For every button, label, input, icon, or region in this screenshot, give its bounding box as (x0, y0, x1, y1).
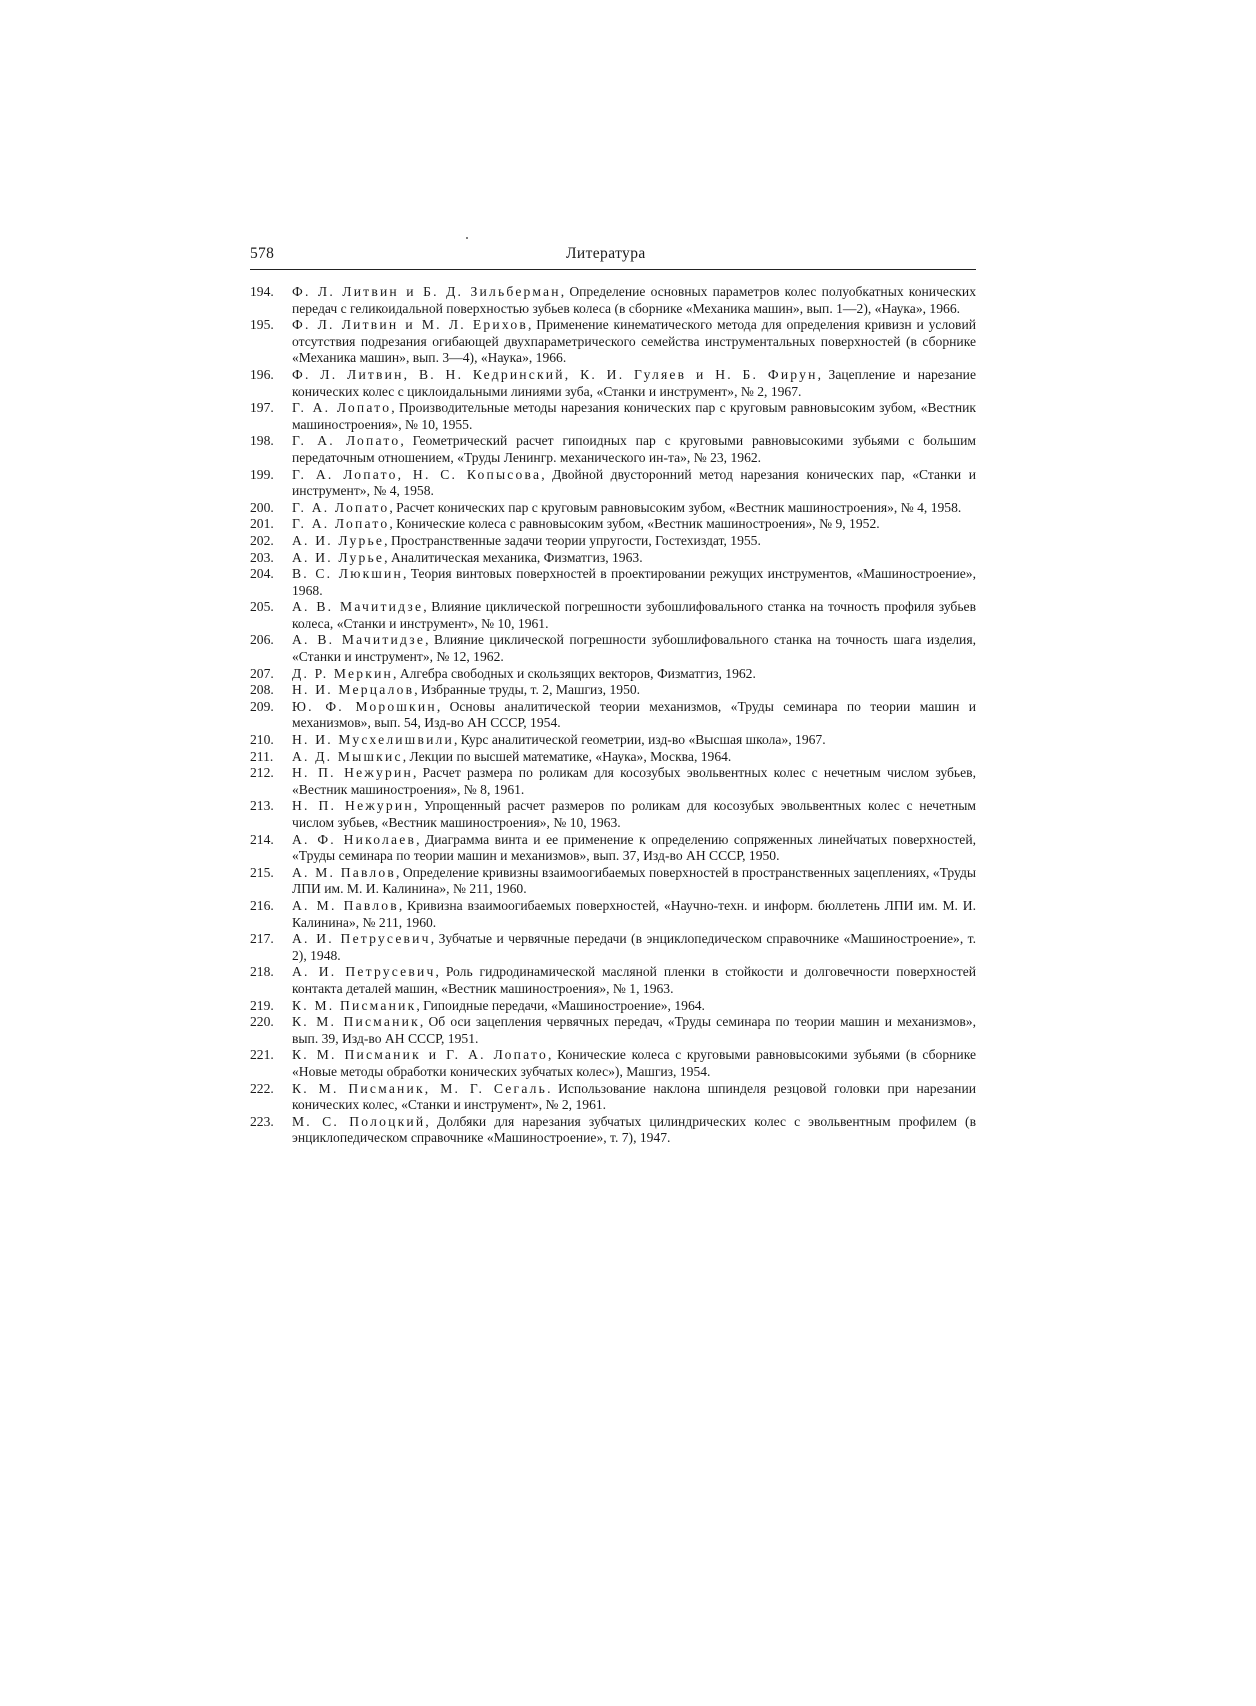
reference-number: 203. (250, 549, 274, 565)
reference-text: , Определение основных параметров колес полуобкатных конических передач с геликоидальной поверхностью зубьев колеса (в сборнике «Механика машин», вып. 1—2), «Наука», 1966. (292, 284, 976, 316)
reference-item (250, 533, 976, 550)
reference-number: 214. (250, 831, 274, 847)
reference-text: , Конические колеса с равновысоким зубом, «Вестник машиностроения», № 9, 1952. (389, 516, 880, 532)
reference-item (250, 467, 976, 500)
reference-text: , Кривизна взаимоогибаемых поверхностей, «Научно-техн. и информ. бюллетень ЛПИ им. М. И. Калинина», № 211, 1960. (292, 897, 976, 930)
reference-item (250, 998, 976, 1015)
reference-authors: К. М. Писманик (292, 1014, 420, 1030)
reference-number: 219. (250, 997, 274, 1013)
reference-item (250, 550, 976, 567)
reference-item (250, 433, 976, 466)
reference-authors: М. С. Полоцкий (292, 1113, 426, 1129)
reference-authors: Ю. Ф. Морошкин (292, 698, 437, 714)
reference-number: 206. (250, 632, 274, 648)
reference-number: 209. (250, 698, 274, 714)
reference-text: , Зацепление и нарезание конических колес с циклоидальными линиями зуба, «Станки и инструмент», № 2, 1967. (292, 366, 976, 399)
reference-number: 217. (250, 931, 274, 947)
reference-authors: Г. А. Лопато (292, 516, 390, 532)
reference-authors: А. И. Петрусевич (292, 964, 436, 980)
reference-authors: Д. Р. Меркин (292, 665, 394, 681)
reference-authors: Г. А. Лопато, Н. С. Копысова (292, 466, 542, 482)
scan-speck (466, 237, 468, 239)
reference-authors: А. Д. Мышкис (292, 748, 403, 764)
reference-authors: А. В. Мачитидзе (292, 632, 426, 648)
reference-item (250, 732, 976, 749)
reference-text: , Пространственные задачи теории упругости, Гостехиздат, 1955. (384, 532, 761, 548)
reference-number: 211. (250, 748, 274, 764)
reference-authors: А. М. Павлов (292, 897, 399, 913)
running-title: Литература (566, 245, 646, 262)
reference-text: , Основы аналитической теории механизмов, «Труды семинара по теории машин и механизмов», вып. 54, Изд-во АН СССР, 1954. (292, 698, 976, 731)
reference-authors: А. М. Павлов (292, 864, 397, 880)
reference-number: 222. (250, 1080, 274, 1096)
reference-item (250, 749, 976, 766)
reference-number: 221. (250, 1047, 274, 1063)
reference-text: , Теория винтовых поверхностей в проектировании режущих инструментов, «Машиностроение», 1968. (292, 566, 976, 598)
reference-text: , Расчет конических пар с круговым равновысоким зубом, «Вестник машиностроения», № 4, 1958. (389, 499, 962, 515)
reference-item (250, 400, 976, 433)
reference-authors: А. И. Лурье (292, 532, 385, 548)
reference-authors: В. С. Люкшин (292, 566, 403, 582)
reference-authors: Г. А. Лопато (292, 400, 392, 416)
reference-authors: А. И. Лурье (292, 549, 385, 565)
reference-number: 215. (250, 864, 274, 880)
reference-number: 205. (250, 599, 274, 615)
reference-text: , Применение кинематического метода для определения кривизн и условий отсутствия подрезания огибающей двухпараметрического семейства инструментальных поверхностей (в сборнике «Механика машин», вып. 3—4), «Наука», 1966. (292, 317, 977, 366)
reference-text: , Влияние циклической погрешности зубошлифовального станка на точность шага изделия, «Станки и инструмент», № 12, 1962. (292, 632, 976, 665)
reference-number: 223. (250, 1113, 274, 1129)
reference-text: , Производительные методы нарезания конических пар с круговым равновысоким зубом, «Вестник машиностроения», № 10, 1955. (292, 400, 976, 432)
reference-text: , Диаграмма винта и ее применение к определению сопряженных линейчатых поверхностей, «Труды семинара по теории машин и механизмов», вып. 37, Изд-во АН СССР, 1950. (292, 831, 976, 864)
reference-number: 195. (250, 317, 274, 333)
reference-item (250, 865, 976, 898)
reference-authors: Ф. Л. Литвин и М. Л. Ерихов (292, 317, 529, 333)
reference-text: , Зубчатые и червячные передачи (в энциклопедическом справочнике «Машиностроение», т. 2), 1948. (292, 931, 977, 963)
reference-item (250, 284, 976, 317)
reference-number: 202. (250, 532, 274, 548)
reference-item (250, 964, 976, 997)
reference-text: , Аналитическая механика, Физматгиз, 1963. (384, 549, 643, 565)
reference-item (250, 632, 976, 665)
reference-number: 194. (250, 284, 274, 299)
reference-number: 218. (250, 964, 274, 980)
reference-text: , Избранные труды, т. 2, Машгиз, 1950. (414, 682, 641, 698)
reference-text: . Использование наклона шпинделя резцовой головки при нарезании конических колес, «Станки и инструмент», № 2, 1961. (292, 1080, 976, 1113)
reference-number: 208. (250, 682, 274, 698)
reference-number: 200. (250, 499, 274, 515)
reference-item (250, 367, 976, 400)
reference-authors: Г. А. Лопато (292, 433, 401, 449)
reference-text: , Лекции по высшей математике, «Наука», Москва, 1964. (402, 748, 732, 764)
reference-item (250, 1014, 976, 1047)
reference-item (250, 682, 976, 699)
reference-item (250, 566, 976, 599)
reference-number: 196. (250, 366, 274, 382)
reference-authors: Н. И. Мерцалов (292, 682, 415, 698)
reference-number: 201. (250, 516, 274, 532)
reference-number: 212. (250, 765, 274, 781)
reference-authors: А. И. Петрусевич (292, 931, 431, 947)
page-number: 578 (250, 245, 275, 262)
reference-authors: Н. П. Нежурин (292, 765, 413, 781)
reference-text: , Расчет размера по роликам для косозубых эвольвентных колес с нечетным числом зубьев, «Вестник машиностроения», № 8, 1961. (292, 765, 976, 797)
reference-text: , Роль гидродинамической масляной пленки в стойкости и долговечности поверхностей контакта деталей машин, «Вестник машиностроения», № 1, 1963. (292, 964, 976, 996)
reference-text: , Алгебра свободных и скользящих векторов, Физматгиз, 1962. (393, 665, 756, 681)
reference-text: , Конические колеса с круговыми равновысокими зубьями (в сборнике «Новые методы обработки конических зубчатых колес»), Машгиз, 1954. (292, 1047, 976, 1079)
reference-number: 198. (250, 433, 274, 449)
reference-number: 220. (250, 1014, 274, 1030)
reference-authors: Г. А. Лопато (292, 499, 390, 515)
reference-authors: А. Ф. Николаев (292, 831, 417, 847)
reference-authors: Ф. Л. Литвин, В. Н. Кедринский, К. И. Гуляев и Н. Б. Фирун (292, 366, 818, 382)
reference-item (250, 666, 976, 683)
reference-list (250, 284, 976, 1147)
reference-item (250, 898, 976, 931)
page (250, 245, 976, 1147)
reference-authors: К. М. Писманик и Г. А. Лопато (292, 1047, 548, 1063)
reference-item (250, 798, 976, 831)
reference-authors: Н. П. Нежурин (292, 798, 414, 814)
reference-item (250, 599, 976, 632)
reference-text: , Влияние циклической погрешности зубошлифовального станка на точность профиля зубьев колеса, «Станки и инструмент», № 10, 1961. (292, 599, 977, 631)
reference-text: , Об оси зацепления червячных передач, «Труды семинара по теории машин и механизмов», вып. 39, Изд-во АН СССР, 1951. (292, 1014, 977, 1046)
reference-item (250, 832, 976, 865)
reference-item (250, 500, 976, 517)
reference-number: 197. (250, 400, 274, 416)
reference-item (250, 1047, 976, 1080)
reference-number: 207. (250, 665, 274, 681)
reference-text: , Курс аналитической геометрии, изд-во «Высшая школа», 1967. (454, 732, 826, 748)
reference-item (250, 1114, 976, 1147)
reference-text: , Долбяки для нарезания зубчатых цилиндрических колес с эвольвентным профилем (в энциклопедическом справочнике «Машиностроение», т. 7), 1947. (292, 1113, 976, 1146)
reference-number: 213. (250, 798, 274, 814)
reference-number: 210. (250, 732, 274, 748)
reference-item (250, 516, 976, 533)
reference-authors: К. М. Писманик, М. Г. Сегаль (292, 1080, 548, 1096)
reference-text: , Гипоидные передачи, «Машиностроение», 1964. (416, 997, 705, 1013)
reference-authors: К. М. Писманик (292, 997, 417, 1013)
reference-authors: Ф. Л. Литвин и Б. Д. Зильберман (292, 284, 561, 299)
reference-item (250, 699, 976, 732)
reference-item (250, 765, 976, 798)
reference-authors: Н. И. Мусхелишвили (292, 732, 454, 748)
reference-number: 216. (250, 897, 274, 913)
reference-authors: А. В. Мачитидзе (292, 599, 424, 615)
reference-number: 199. (250, 466, 274, 482)
reference-number: 204. (250, 566, 274, 582)
running-head (250, 245, 976, 270)
reference-item (250, 1081, 976, 1114)
reference-text: , Определение кривизны взаимоогибаемых поверхностей в пространственных зацеплениях, «Труды ЛПИ им. М. И. Калинина», № 211, 1960. (292, 864, 976, 897)
reference-text: , Упрощенный расчет размеров по роликам для косозубых эвольвентных колес с нечетным числом зубьев, «Вестник машиностроения», № 10, 1963. (292, 798, 977, 830)
reference-item (250, 931, 976, 964)
reference-text: , Геометрический расчет гипоидных пар с круговыми равновысокими зубьями с большим передаточным отношением, «Труды Ленингр. механического ин-та», № 23, 1962. (292, 433, 977, 465)
reference-text: , Двойной двусторонний метод нарезания конических пар, «Станки и инструмент», № 4, 1958. (292, 466, 976, 499)
reference-item (250, 317, 976, 367)
